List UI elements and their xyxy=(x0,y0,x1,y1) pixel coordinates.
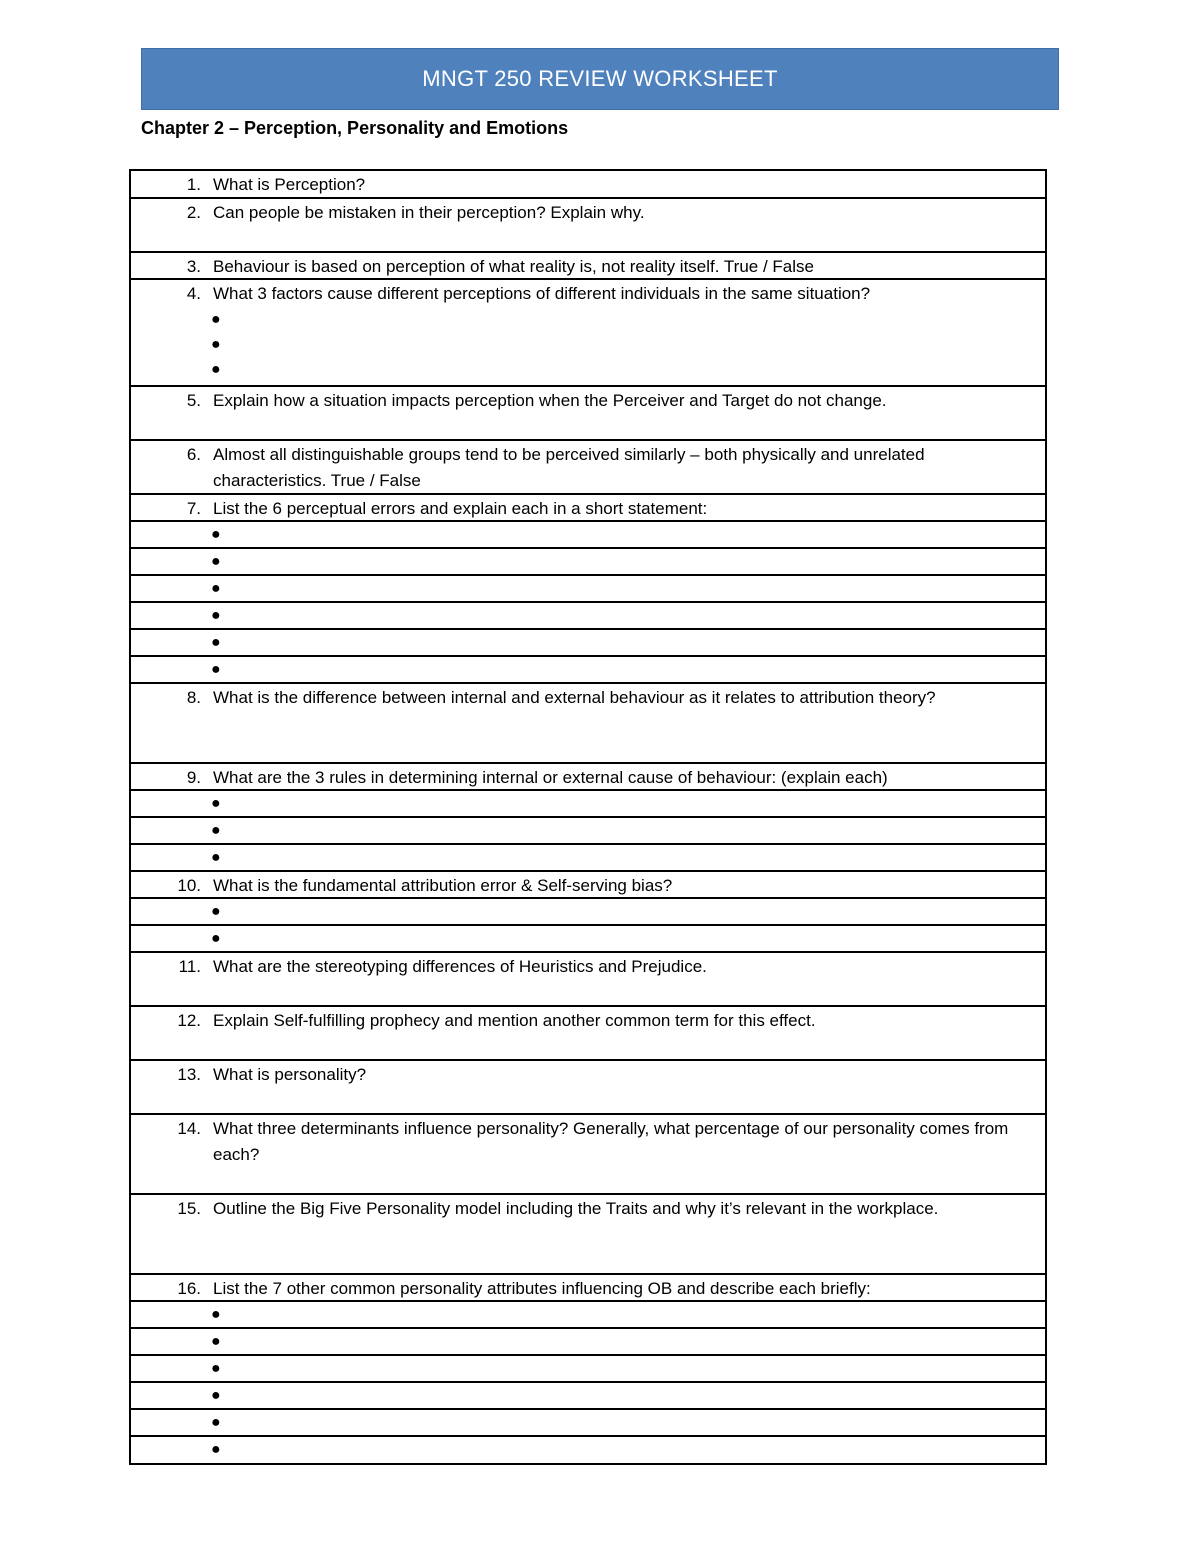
question-text: What are the 3 rules in determining internal or external cause of behaviour: (explain each) xyxy=(213,768,888,787)
question-number: 13. xyxy=(177,1065,201,1084)
answer-line[interactable] xyxy=(131,1329,1045,1356)
bullet-item: ● xyxy=(211,795,221,812)
bullet-item: ● xyxy=(211,903,221,920)
answer-line[interactable] xyxy=(131,549,1045,576)
question-row-5 xyxy=(131,387,1045,441)
answer-line[interactable] xyxy=(131,1302,1045,1329)
question-row-8 xyxy=(131,684,1045,764)
worksheet-title-banner xyxy=(141,48,1059,110)
bullet-item: ● xyxy=(211,553,221,570)
bullet-item: ● xyxy=(211,1441,221,1458)
bullet-item: ● xyxy=(211,1414,221,1431)
bullet-item: ● xyxy=(211,849,221,866)
question-row-9 xyxy=(131,764,1045,791)
question-text: What is the difference between internal and external behaviour as it relates to attribution theory? xyxy=(213,688,936,707)
question-text: List the 6 perceptual errors and explain each in a short statement: xyxy=(213,499,708,518)
question-text: What is the fundamental attribution error & Self-serving bias? xyxy=(213,876,673,895)
question-row-1 xyxy=(131,171,1045,199)
answer-line[interactable] xyxy=(131,1383,1045,1410)
bullet-item: ● xyxy=(211,661,221,678)
question-text: What 3 factors cause different perceptions of different individuals in the same situation? xyxy=(213,284,871,303)
question-text: Outline the Big Five Personality model including the Traits and why it’s relevant in the workplace. xyxy=(213,1199,939,1218)
answer-line[interactable] xyxy=(131,522,1045,549)
bullet-item: ● xyxy=(211,336,221,353)
question-number: 11. xyxy=(178,957,201,976)
question-number: 5. xyxy=(186,391,201,410)
question-number: 7. xyxy=(186,499,201,518)
bullet-item: ● xyxy=(211,580,221,597)
question-row-14 xyxy=(131,1115,1045,1195)
question-number: 16. xyxy=(177,1279,201,1298)
bullet-item: ● xyxy=(211,1387,221,1404)
answer-line[interactable] xyxy=(131,899,1045,926)
answer-line[interactable] xyxy=(131,1437,1045,1463)
question-number: 6. xyxy=(186,445,201,464)
question-row-11 xyxy=(131,953,1045,1007)
question-number: 9. xyxy=(186,768,201,787)
question-number: 2. xyxy=(186,203,201,222)
chapter-heading: Chapter 2 – Perception, Personality and Emotions xyxy=(141,118,569,138)
answer-line[interactable] xyxy=(131,791,1045,818)
bullet-item: ● xyxy=(211,607,221,624)
bullet-item: ● xyxy=(211,311,221,328)
answer-line[interactable] xyxy=(131,576,1045,603)
answer-line[interactable] xyxy=(131,657,1045,684)
answer-line[interactable] xyxy=(131,845,1045,872)
question-number: 4. xyxy=(186,284,201,303)
question-row-2 xyxy=(131,199,1045,253)
question-row-16 xyxy=(131,1275,1045,1302)
bullet-item: ● xyxy=(211,822,221,839)
bullet-item: ● xyxy=(211,526,221,543)
question-row-12 xyxy=(131,1007,1045,1061)
bullet-item: ● xyxy=(211,1306,221,1323)
question-number: 1. xyxy=(186,175,201,194)
answer-line[interactable] xyxy=(131,1410,1045,1437)
answer-line[interactable] xyxy=(131,926,1045,953)
bullet-item: ● xyxy=(211,930,221,947)
question-number: 12. xyxy=(177,1011,201,1030)
question-row-10 xyxy=(131,872,1045,899)
question-text: Explain Self-fulfilling prophecy and mention another common term for this effect. xyxy=(213,1011,816,1030)
answer-line[interactable] xyxy=(131,603,1045,630)
question-row-15 xyxy=(131,1195,1045,1275)
question-text: Can people be mistaken in their perception? Explain why. xyxy=(213,203,645,222)
question-row-7 xyxy=(131,495,1045,522)
question-text: What three determinants influence personality? Generally, what percentage of our personality comes from each? xyxy=(213,1119,1009,1164)
question-row-6 xyxy=(131,441,1045,495)
question-number: 15. xyxy=(177,1199,201,1218)
question-number: 14. xyxy=(177,1119,201,1138)
bullet-item: ● xyxy=(211,1360,221,1377)
question-text: Explain how a situation impacts perception when the Perceiver and Target do not change. xyxy=(213,391,887,410)
question-row-4 xyxy=(131,280,1045,387)
question-number: 8. xyxy=(186,688,201,707)
question-text: Almost all distinguishable groups tend to be perceived similarly – both physically and unrelated characteristics. True / False xyxy=(213,445,925,490)
bullet-item: ● xyxy=(211,1333,221,1350)
question-number: 10. xyxy=(177,876,201,895)
question-text: What is personality? xyxy=(213,1065,367,1084)
bullet-item: ● xyxy=(211,361,221,378)
answer-line[interactable] xyxy=(131,818,1045,845)
question-text: List the 7 other common personality attributes influencing OB and describe each briefly: xyxy=(213,1279,871,1298)
question-number: 3. xyxy=(186,257,201,276)
question-text: Behaviour is based on perception of what reality is, not reality itself. True / False xyxy=(213,257,814,276)
question-row-13 xyxy=(131,1061,1045,1115)
bullet-item: ● xyxy=(211,634,221,651)
answer-line[interactable] xyxy=(131,1356,1045,1383)
worksheet-title: MNGT 250 REVIEW WORKSHEET xyxy=(422,66,778,91)
answer-line[interactable] xyxy=(131,630,1045,657)
question-text: What is Perception? xyxy=(213,175,366,194)
question-row-3 xyxy=(131,253,1045,280)
worksheet-table xyxy=(129,169,1047,1465)
question-text: What are the stereotyping differences of Heuristics and Prejudice. xyxy=(213,957,707,976)
